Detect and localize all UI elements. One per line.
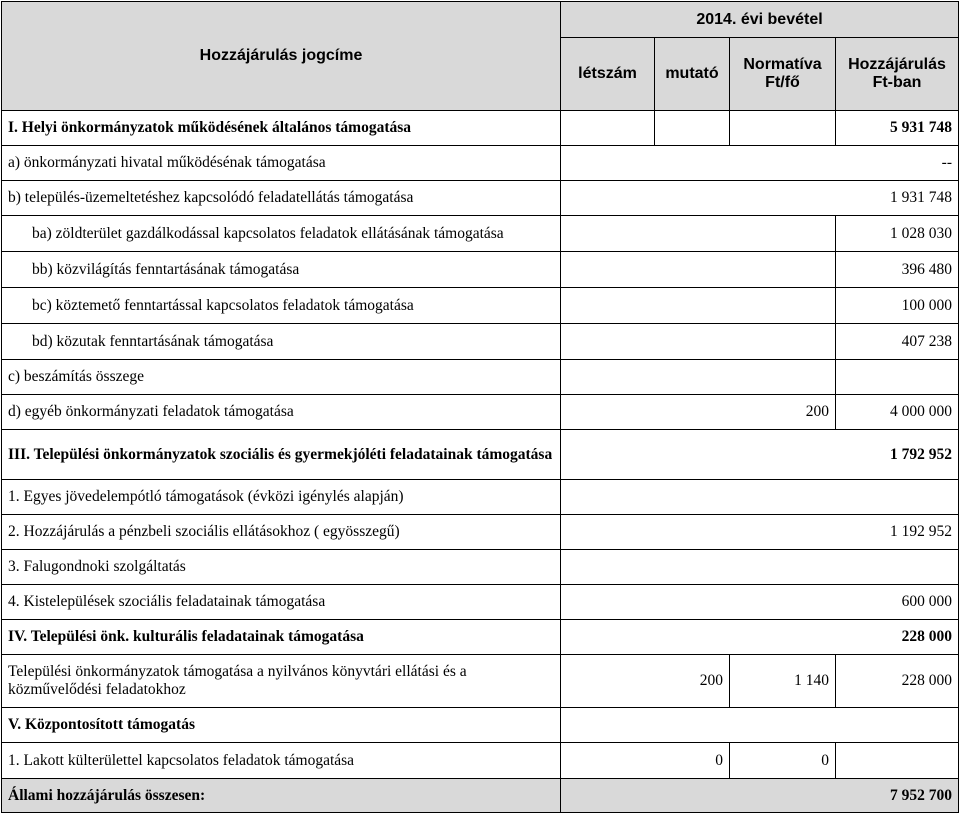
row-label: 1. Lakott külterülettel kapcsolatos feladatok támogatása (2, 743, 561, 779)
total-row (2, 779, 959, 813)
row-amount: 5 931 748 (836, 111, 959, 146)
row-label: bd) közutak fenntartásának támogatása (2, 324, 561, 360)
row-label: 4. Kistelepülések szociális feladatainak támogatása (2, 585, 561, 620)
row-empty (561, 288, 836, 324)
table-row (2, 146, 959, 181)
header-hozzajarulas: Hozzájárulás Ft-ban (836, 38, 959, 111)
row-empty (561, 324, 836, 360)
table-row (2, 515, 959, 550)
row-normativa: 1 140 (730, 655, 836, 708)
table-row (2, 708, 959, 743)
row-amount: 1 028 030 (836, 216, 959, 252)
table-row (2, 620, 959, 655)
row-normativa: 200 (561, 395, 836, 430)
total-amount: 7 952 700 (561, 779, 959, 813)
row-amount (561, 480, 959, 515)
row-amount: 396 480 (836, 252, 959, 288)
header-mutato: mutató (655, 38, 730, 111)
row-label: Települési önkormányzatok támogatása a nyilvános könyvtári ellátási és a közművelődési feladatokhoz (2, 655, 561, 708)
row-amount: 600 000 (561, 585, 959, 620)
row-amount: 1 792 952 (561, 430, 959, 480)
row-label: bb) közvilágítás fenntartásának támogatása (2, 252, 561, 288)
row-amount: 100 000 (836, 288, 959, 324)
table-row (2, 430, 959, 480)
row-label: V. Központosított támogatás (2, 708, 561, 743)
row-label: 3. Falugondnoki szolgáltatás (2, 550, 561, 585)
row-normativa: 0 (730, 743, 836, 779)
row-label: c) beszámítás összege (2, 360, 561, 395)
row-amount: 1 192 952 (561, 515, 959, 550)
row-label: bc) köztemető fenntartással kapcsolatos feladatok támogatása (2, 288, 561, 324)
row-amount (836, 743, 959, 779)
header-year: 2014. évi bevétel (561, 2, 959, 38)
row-amount: -- (561, 146, 959, 181)
row-amount: 1 931 748 (561, 181, 959, 216)
row-letszam: 200 (561, 655, 730, 708)
table-row (2, 216, 959, 252)
table-row (2, 655, 959, 708)
table-row (2, 324, 959, 360)
row-empty (561, 252, 836, 288)
row-label: 2. Hozzájárulás a pénzbeli szociális ellátásokhoz ( egyösszegű) (2, 515, 561, 550)
table-row (2, 395, 959, 430)
row-amount (561, 550, 959, 585)
row-label: ba) zöldterület gazdálkodással kapcsolatos feladatok ellátásának támogatása (2, 216, 561, 252)
row-empty (561, 360, 836, 395)
row-amount: 4 000 000 (836, 395, 959, 430)
table-row (2, 288, 959, 324)
table-row (2, 360, 959, 395)
row-amount (561, 708, 959, 743)
table-row (2, 743, 959, 779)
header-letszam: létszám (561, 38, 655, 111)
header-title: Hozzájárulás jogcíme (2, 2, 561, 111)
budget-table (1, 1, 959, 813)
row-label: I. Helyi önkormányzatok működésének általános támogatása (2, 111, 561, 146)
row-empty (561, 216, 836, 252)
row-label: 1. Egyes jövedelempótló támogatások (évközi igénylés alapján) (2, 480, 561, 515)
row-amount: 228 000 (561, 620, 959, 655)
row-letszam: 0 (561, 743, 730, 779)
total-label: Állami hozzájárulás összesen: (2, 779, 561, 813)
row-amount: 407 238 (836, 324, 959, 360)
table-row (2, 111, 959, 146)
row-letszam (561, 111, 655, 146)
header-normativa: Normatíva Ft/fő (730, 38, 836, 111)
row-amount (836, 360, 959, 395)
table-row (2, 480, 959, 515)
table-row (2, 181, 959, 216)
row-normativa (730, 111, 836, 146)
row-label: b) település-üzemeltetéshez kapcsolódó feladatellátás támogatása (2, 181, 561, 216)
row-label: IV. Települési önk. kulturális feladatainak támogatása (2, 620, 561, 655)
row-label: III. Települési önkormányzatok szociális és gyermekjóléti feladatainak támogatása (2, 430, 561, 480)
table-row (2, 252, 959, 288)
table-row (2, 585, 959, 620)
table-row (2, 550, 959, 585)
row-amount: 228 000 (836, 655, 959, 708)
row-label: d) egyéb önkormányzati feladatok támogatása (2, 395, 561, 430)
row-label: a) önkormányzati hivatal működésénak támogatása (2, 146, 561, 181)
row-mutato (655, 111, 730, 146)
